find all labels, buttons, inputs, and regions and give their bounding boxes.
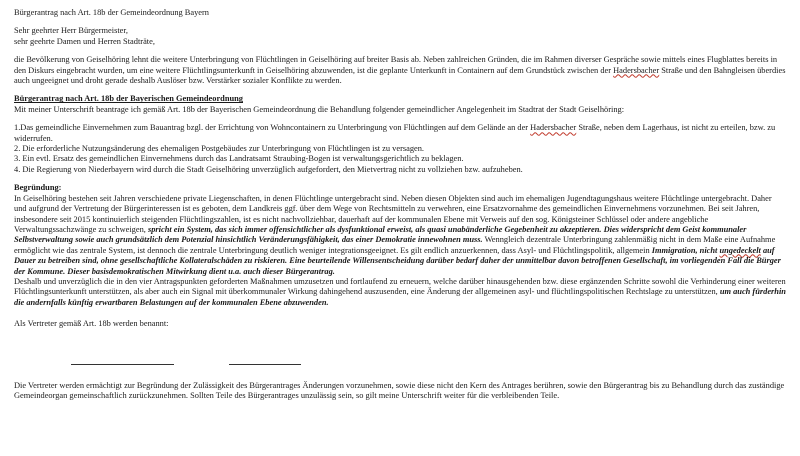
signature-line-1[interactable] [71,364,174,365]
intro-paragraph [14,55,786,86]
reasoning-paragraph-1 [14,194,786,277]
motion-item-1-text-2: Straße, neben dem Lagerhaus, ist nicht zu erteilen, bzw. zu widerrufen. [14,123,776,143]
motion-heading: Bürgerantrag nach Art. 18b der Bayerischen Gemeindeordnung [14,94,243,104]
signature-line-2[interactable] [229,364,301,365]
motion-item-1 [14,123,786,144]
reasoning-emphasis-e: auf Dauer zu betreiben sind, ohne gesellschaftliche Kollateralschäden zu riskieren. Eine beurteilende Willensentscheidung darüber bedarf daher der unmittelbar davon betroffenen Gesellschaft, im vorliegenden Fall die Bürger der Kommune. Dieser basisdemokratischen Mitwirkung dient u.a. auch dieser Bürgerantrag. [14,245,781,276]
reasoning-heading: Begründung: [14,183,62,193]
reasoning-emphasis-d: Immigration, nicht [651,245,720,255]
representatives-label: Als Vertreter gemäß Art. 18b werden benannt: [14,319,169,329]
spellcheck-word: ungedeckelt [719,245,761,255]
document-title: Bürgerantrag nach Art. 18b der Gemeindeordnung Bayern [14,8,209,17]
reasoning-text-c: Wenngleich dezentrale Unterbringung zahlenmäßig nicht in dem Maße eine Aufnahme ermöglicht wie das zentrale System, ist dennoch die zentrale Unterbringung deutlich weniger integrationsgeeignet. Es gilt endlich anzuerkennen, dass Asyl- und Flüchtlingspolitik, allgemein [14,235,776,255]
motion-item-3: 3. Ein evtl. Ersatz des gemeindlichen Einvernehmens durch das Landratsamt Straubing-Bogen ist verwaltungsgerichtlich zu beklagen. [14,154,464,164]
motion-intro: Mit meiner Unterschrift beantrage ich gemäß Art. 18b der Bayerischen Gemeindeordnung die Behandlung folgender gemeindlicher Angelegenheit im Stadtrat der Stadt Geiselhöring: [14,104,625,114]
salutation-line-2: sehr geehrte Damen und Herren Stadträte, [14,36,155,46]
reasoning-text-2a: Deshalb und unverzüglich die in den vier Antragspunkten geforderten Maßnahmen umzusetzen und fortlaufend zu erneuern, welche darüber hinausgehenden bzw. diese ergänzenden Schritte sowohl die Verhinderung einer weiteren Flüchtlingsunterkunft unterstützen, als aber auch ein Signal mit überkommunaler Wirkung dahingehend auszusenden, eine Änderung der allgemeinen asyl- und flüchtlingspolitischen Rechtslage zu unterstützen, [14,276,786,297]
motion-item-1-text-1: 1.Das gemeindliche Einvernehmen zum Bauantrag bzgl. der Errichtung von Wohncontainern zu Unterbringung von Flüchtlingen auf dem Gelände an der [14,123,531,133]
reasoning-paragraph-2 [14,277,786,308]
spellcheck-word: Hadersbacher [613,65,660,75]
signature-area [14,330,786,376]
intro-text-2: Straße und den Bahngleisen überdies auch ungeeignet und droht gerade deshalb Auslöser bzw. Verstärker sozialer Konflikte zu werden. [14,65,786,86]
reasoning-emphasis-2b: um auch fürderhin die andernfalls künftig erwartbaren Belastungen auf der kommunalen Ebene abzuwenden. [14,287,786,307]
motion-item-2: 2. Die erforderliche Nutzungsänderung des ehemaligen Postgebäudes zur Unterbringung von Flüchtlingen ist zu versagen. [14,144,425,154]
intro-text-1: die Bevölkerung von Geiselhöring lehnt die weitere Unterbringung von Flüchtlingen in Geiselhöring auf breiter Basis ab. Neben zahlreichen Gründen, die im Rahmen diverser Gespräche sowie mittels eines Flugblattes bereits in den Diskurs eingebracht wurden, um eine weitere Flüchtlingsunterkunft in Geiselhöring abzuwenden, ist die geplante Unterkunft in Containern auf dem Grundstück zwischen der [14,55,778,75]
reasoning-text-a: In Geiselhöring bestehen seit Jahren verschiedene private Liegenschaften, in denen Flüchtlinge untergebracht sind. Neben diesen Objekten sind auch im ehemaligen Jugendtagungshaus weitere Flüchtlinge untergebracht. Daher und aufgrund der Vertretung der Bürgerinteressen ist es geboten, dem Landkreis ggf. über dem Wege von Rechtsmitteln zu verwehren, eine Ersatzvornahme des gemeindlichen Einvernehmens vorzunehmen. Bei seit Jahren, insbesondere seit 2015 kontinuierlich steigenden Flüchtlingszahlen, ist es nicht nachvollziehbar, dauerhaft auf der kommunalen Ebene mit Verweis auf den sog. Königsteiner Schlüssel oder andere angebliche Verwaltungssachzwänge zu schweigen, [14,193,772,234]
spellcheck-word: Hadersbacher [530,123,577,133]
reasoning-emphasis-b: spricht ein System, das sich immer offensichtlicher als dysfunktional erweist, als quasi unabänderliche Gegebenheit zu akzeptieren. Dies widerspricht dem Geist kommunaler Selbstverwaltung sowie auch grundsätzlich dem Potenzial hinsichtlich Veränderungsfähigkeit, das einer Demokratie innewohnen muss. [14,224,747,245]
salutation-line-1: Sehr geehrter Herr Bürgermeister, [14,26,128,36]
motion-item-4: 4. Die Regierung von Niederbayern wird durch die Stadt Geiselhöring unverzüglich aufgefordert, den Mietvertrag nicht zu vollziehen bzw. aufzuheben. [14,164,523,174]
footer-paragraph: Die Vertreter werden ermächtigt zur Begründung der Zulässigkeit des Bürgerantrages Änderungen vorzunehmen, sowie diese nicht den Kern des Antrages berühren, sowie den Bürgerantrag bis zu Behandlung durch das zuständige Gemeindeorgan gemeinschaftlich zurückzunehmen. Sollten Teile des Bürgerantrages unzulässig sein, so gilt meine Unterschrift weiter für die verbleibenden Teile. [14,380,785,400]
